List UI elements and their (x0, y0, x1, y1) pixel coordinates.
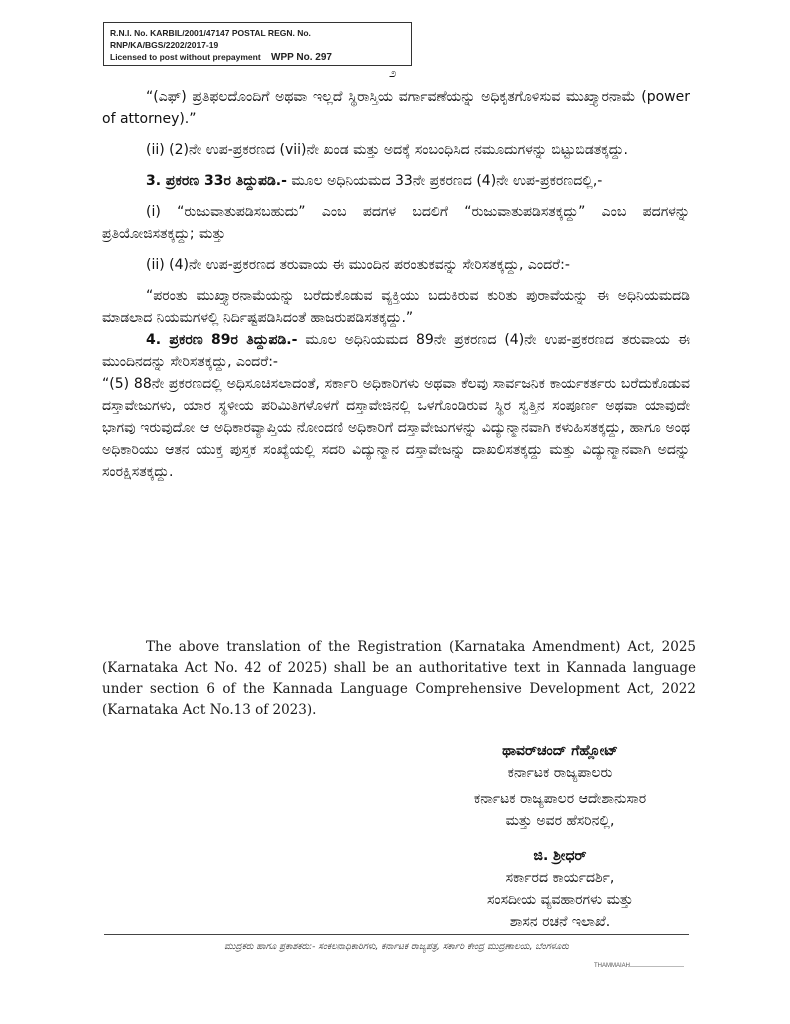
secretary-title-1: ಸರ್ಕಾರದ ಕಾರ್ಯದರ್ಶಿ, (505, 870, 615, 886)
governor-title: ಕರ್ನಾಟಕ ರಾಜ್ಯಪಾಲರು (507, 765, 613, 781)
proviso-paragraph: “ಪರಂತು ಮುಖ್ತ್ಯಾರನಾಮೆಯನ್ನು ಬರೆದುಕೊಡುವ ವ್ಯಕ್ತಿಯು ಬದುಕಿರುವ ಕುರಿತು ಪುರಾವೆಯನ್ನು ಈ ಅಧಿನಿಯಮದಡಿ ಮಾಡಲಾದ ನಿಯಮಗಳಲ್ಲಿ ನಿರ್ದಿಷ್ಟಪಡಿಸಿದಂತೆ ಹಾಜರುಪಡಿಸತಕ್ಕದ್ದು.” (102, 288, 690, 326)
section-4-text: ಮೂಲ ಅಧಿನಿಯಮದ 89ನೇ ಪ್ರಕರಣದ (4)ನೇ ಉಪ-ಪ್ರಕರಣದ ತರುವಾಯ ಈ ಮುಂದಿನದನ್ನು ಸೇರಿಸತಕ್ಕದ್ದು, ಎಂದರೆ:- (102, 332, 690, 370)
wpp-number: WPP No. 297 (271, 52, 332, 63)
section-3-text: ಮೂಲ ಅಧಿನಿಯಮದ 33ನೇ ಪ್ರಕರಣದ (4)ನೇ ಉಪ-ಪ್ರಕರಣದಲ್ಲಿ,- (291, 173, 603, 189)
press-mark-line (628, 966, 684, 967)
order-line-1: ಕರ್ನಾಟಕ ರಾಜ್ಯಪಾಲರ ಆದೇಶಾನುಸಾರ (473, 791, 647, 807)
secretary-title-3: ಶಾಸನ ರಚನೆ ಇಲಾಖೆ. (509, 914, 611, 930)
footer-divider (104, 934, 689, 935)
section-3-clause-ii: (ii) (4)ನೇ ಉಪ-ಪ್ರಕರಣದ ತರುವಾಯ ಈ ಮುಂದಿನ ಪರಂತುಕವನ್ನು ಸೇರಿಸತಕ್ಕದ್ದು, ಎಂದರೆ:- (146, 257, 570, 273)
press-mark: THAMMAIAH (594, 963, 630, 969)
subsection-5-paragraph: “(5) 88ನೇ ಪ್ರಕರಣದಲ್ಲಿ ಅಧಿಸೂಚಿಸಲಾದಂತೆ, ಸರ್ಕಾರಿ ಅಧಿಕಾರಿಗಳು ಅಥವಾ ಕೆಲವು ಸಾರ್ವಜನಿಕ ಕಾರ್ಯಕರ್ತರು ಬರೆದುಕೊಡುವ ದಸ್ತಾವೇಜುಗಳು, ಯಾರ ಸ್ಥಳೀಯ ಪರಿಮಿತಿಗಳೊಳಗೆ ದಸ್ತಾವೇಜಿನಲ್ಲಿ ಒಳಗೊಂಡಿರುವ ಸ್ಥಿರ ಸ್ವತ್ತಿನ ಸಂಪೂರ್ಣ ಅಥವಾ ಯಾವುದೇ ಭಾಗವು ಇರುವುದೋ ಆ ಅಧಿಕಾರವ್ಯಾಪ್ತಿಯ ನೋಂದಣಿ ಅಧಿಕಾರಿಗೆ ದಸ್ತಾವೇಜುಗಳನ್ನು ವಿದ್ಯುನ್ಮಾನವಾಗಿ ಕಳುಹಿಸತಕ್ಕದ್ದು, ಹಾಗೂ ಅಂಥ ಅಧಿಕಾರಿಯು ಆತನ ಯುಕ್ತ ಪುಸ್ತಕ ಸಂಖ್ಯೆಯಲ್ಲಿ ಸದರಿ ವಿದ್ಯುನ್ಮಾನ ದಸ್ತಾವೇಜನ್ನು ದಾಖಲಿಸತಕ್ಕದ್ದು ಮತ್ತು ವಿದ್ಯುನ್ಮಾನವಾಗಿ ಅದನ್ನು ಸಂರಕ್ಷಿಸತಕ್ಕದ್ದು. (102, 376, 690, 480)
gazette-body (102, 86, 690, 483)
governor-block (400, 740, 720, 784)
governor-name: ಥಾವರ್‌ಚಂದ್ ಗೆಹ್ಲೋಟ್ (502, 743, 618, 759)
section-3-paragraph (102, 170, 690, 192)
posting-license (110, 51, 405, 64)
section-3-clause-i: (i) “ರುಜುವಾತುಪಡಿಸಬಹುದು” ಎಂಬ ಪದಗಳ ಬದಲಿಗೆ “ರುಜುವಾತುಪಡಿಸತಕ್ಕದ್ದು” ಎಂಬ ಪದಗಳನ್ನು ಪ್ರತಿಯೋಜಿಸತಕ್ಕದ್ದು; ಮತ್ತು (102, 204, 690, 242)
clause-f-paragraph: “(ಎಫ್) ಪ್ರತಿಫಲದೊಂದಿಗೆ ಅಥವಾ ಇಲ್ಲದೆ ಸ್ಥಿರಾಸ್ತಿಯ ವರ್ಗಾವಣೆಯನ್ನು ಅಧಿಕೃತಗೊಳಿಸುವ ಮುಖ್ತ್ಯಾರನಾಮೆ (power of attorney).” (102, 89, 690, 127)
secretary-block (400, 845, 720, 933)
posting-license-text: Licensed to post without prepayment (110, 52, 261, 62)
registration-number: R.N.I. No. KARBIL/2001/47147 POSTAL REGN. No. RNP/KA/BGS/2202/2017-19 (110, 28, 311, 50)
secretary-title-2: ಸಂಸದೀಯ ವ್ಯವಹಾರಗಳು ಮತ್ತು (486, 892, 633, 908)
order-block (400, 788, 720, 832)
registration-box (103, 22, 412, 66)
section-4-paragraph (102, 329, 690, 373)
clause-ii-omit-paragraph: (ii) (2)ನೇ ಉಪ-ಪ್ರಕರಣದ (vii)ನೇ ಖಂಡ ಮತ್ತು ಅದಕ್ಕೆ ಸಂಬಂಧಿಸಿದ ನಮೂದುಗಳನ್ನು ಬಿಟ್ಟುಬಿಡತಕ್ಕದ್ದು. (146, 142, 629, 158)
order-line-2: ಮತ್ತು ಅವರ ಹೆಸರಿನಲ್ಲಿ, (505, 813, 615, 829)
english-note-text: The above translation of the Registration (Karnataka Amendment) Act, 2025 (Karnataka Act No. 42 of 2025) shall be an authoritative text in Kannada language under section 6 of the Kannada Language Comprehensive Development Act, 2022 (Karnataka Act No.13 of 2023). (102, 639, 696, 718)
page-number: ೨ (389, 66, 397, 81)
section-3-heading: 3. ಪ್ರಕರಣ 33ರ ತಿದ್ದುಪಡಿ.- (146, 173, 287, 189)
printer-footer: ಮುದ್ರಕರು ಹಾಗೂ ಪ್ರಕಾಶಕರು:- ಸಂಕಲನಾಧಿಕಾರಿಗಳು, ಕರ್ನಾಟಕ ರಾಜ್ಯಪತ್ರ, ಸರ್ಕಾರಿ ಕೇಂದ್ರ ಮುದ್ರಣಾಲಯ, ಬೆಂಗಳೂರು (224, 942, 569, 952)
secretary-name: ಜಿ. ಶ್ರೀಧರ್ (533, 848, 587, 864)
section-4-heading: 4. ಪ್ರಕರಣ 89ರ ತಿದ್ದುಪಡಿ.- (146, 332, 298, 348)
english-authoritative-note (102, 637, 696, 721)
